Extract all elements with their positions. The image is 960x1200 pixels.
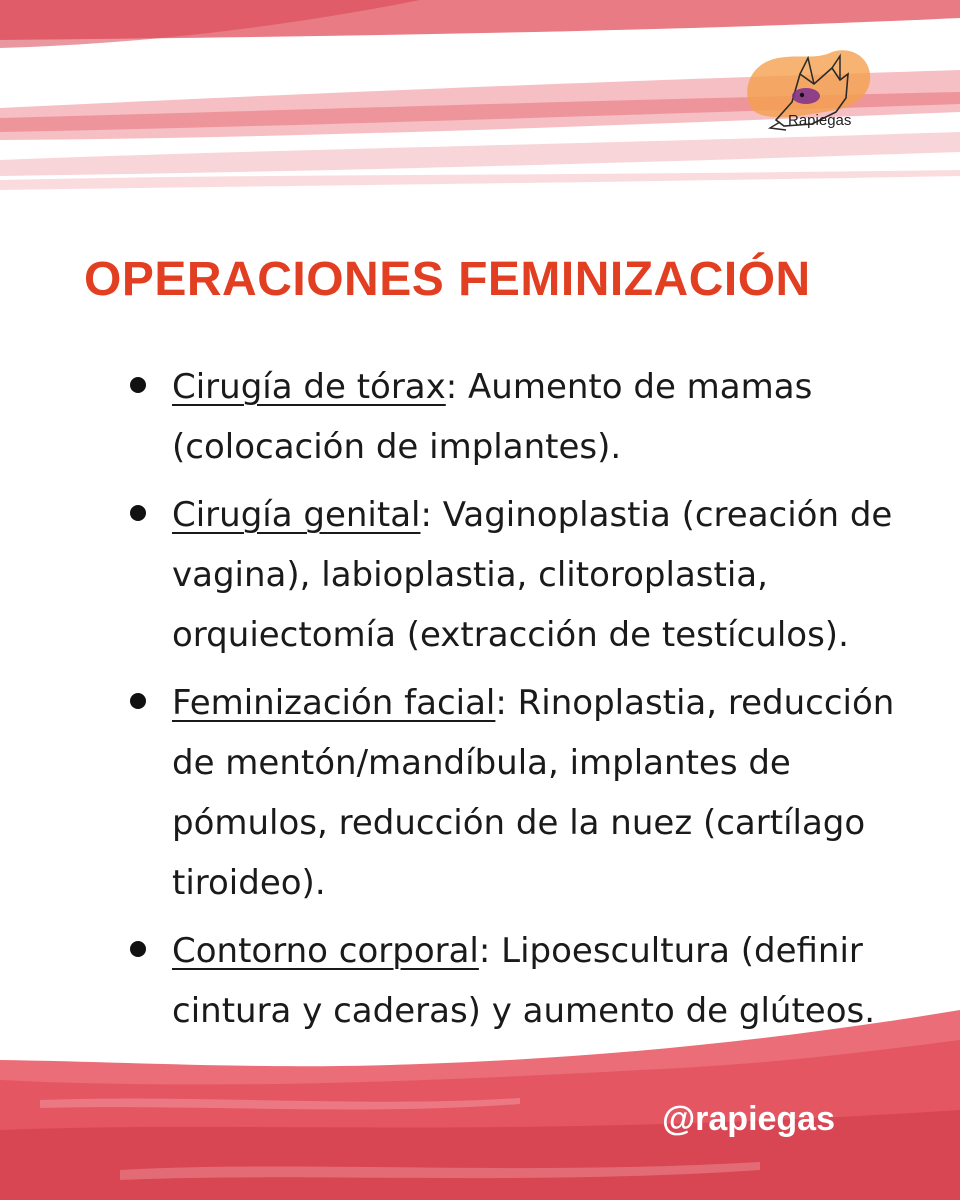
list-item	[130, 673, 930, 913]
item-term: Contorno corporal	[172, 931, 479, 971]
social-handle: @rapiegas	[662, 1100, 836, 1138]
surgery-list	[130, 357, 930, 1049]
logo-label: Rapiegas	[788, 112, 852, 129]
bullet-dot-icon	[130, 505, 146, 521]
page-title: OPERACIONES FEMINIZACIÓN	[84, 253, 811, 306]
item-term: Cirugía genital	[172, 495, 421, 535]
item-description: : Vaginoplastia (creación de vagina), labioplastia, clitoroplastia, orquiectomía (extracción de testículos).	[172, 495, 893, 655]
list-item	[130, 485, 930, 665]
item-description: : Rinoplastia, reducción de mentón/mandíbula, implantes de pómulos, reducción de la nuez (cartílago tiroideo).	[172, 683, 895, 903]
item-description: : Aumento de mamas (colocación de implantes).	[172, 367, 813, 467]
item-term: Feminización facial	[172, 683, 496, 723]
fox-head-icon	[740, 40, 880, 145]
bullet-dot-icon	[130, 941, 146, 957]
list-item	[130, 921, 930, 1041]
rapiegas-logo	[740, 40, 880, 145]
item-description: : Lipoescultura (definir cintura y caderas) y aumento de glúteos.	[172, 931, 876, 1031]
list-item	[130, 357, 930, 477]
bullet-dot-icon	[130, 693, 146, 709]
item-term: Cirugía de tórax	[172, 367, 446, 407]
bullet-dot-icon	[130, 377, 146, 393]
